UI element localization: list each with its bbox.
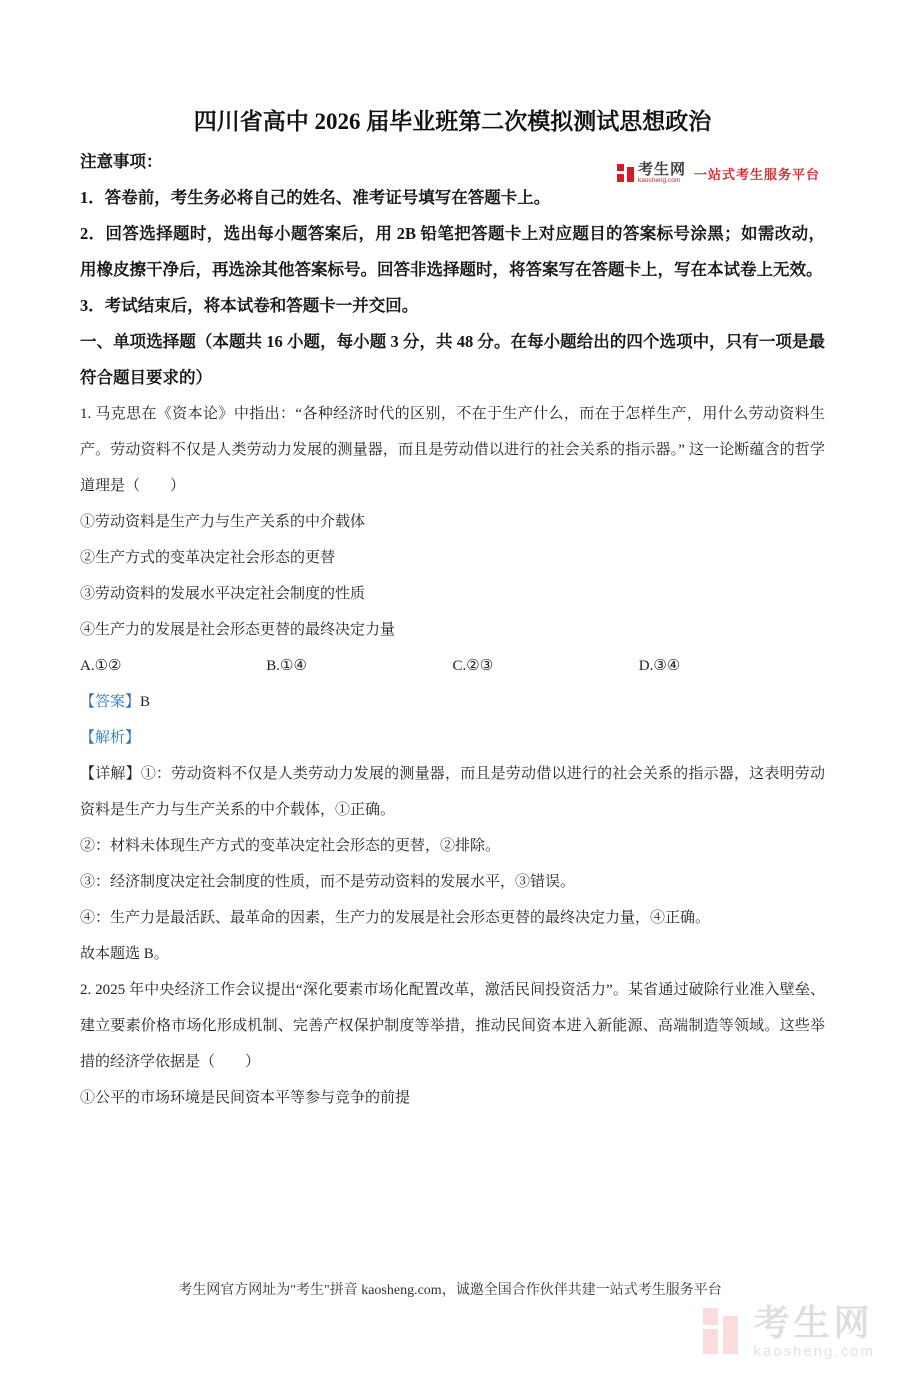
analysis-line [80,720,825,756]
detail-paragraph-4: ④：生产力是最活跃、最革命的因素，生产力的发展是社会形态更替的最终决定力量，④正确。 [80,910,711,926]
watermark-name: 考生网 [753,1302,874,1343]
detail-conclusion: 故本题选 B。 [80,946,169,962]
notice-item-3: 3．考试结束后，将本试卷和答题卡一并交回。 [80,296,419,315]
question-2-statement-1: ①公平的市场环境是民间资本平等参与竞争的前提 [80,1090,411,1106]
brand-name: 考生网 [637,161,686,178]
option-c: C.②③ [452,658,494,674]
question-1-statement-2: ②生产方式的变革决定社会形态的更替 [80,550,336,566]
notice-heading: 注意事项： [80,152,163,171]
kaosheng-watermark-icon [703,1308,741,1356]
answer-line [80,684,825,720]
kaosheng-logo-icon [617,164,635,182]
detail-paragraph-3: ③：经济制度决定社会制度的性质，而不是劳动资料的发展水平，③错误。 [80,874,576,890]
watermark-logo [703,1302,875,1360]
question-1-stem: 1. 马克思在《资本论》中指出：“各种经济时代的区别，不在于生产什么，而在于怎样生产，用什么劳动资料生产。劳动资料不仅是人类劳动力发展的测量器，而且是劳动借以进行的社会关系的指示器。” 这一论断蕴含的哲学道理是（ ） [80,406,825,494]
section-heading: 一、单项选择题（本题共 16 小题，每小题 3 分，共 48 分。在每小题给出的四个选项中，只有一项是最符合题目要求的） [80,332,825,387]
brand-logo [617,162,820,185]
watermark-domain: kaosheng.com [753,1343,875,1360]
notice-item-2: 2．回答选择题时，选出每小题答案后，用 2B 铅笔把答题卡上对应题目的答案标号涂黑；如需改动，用橡皮擦干净后，再选涂其他答案标号。回答非选择题时，将答案写在答题卡上，写在本试卷上无效。 [80,224,825,279]
page-title: 四川省高中 2026 届毕业班第二次模拟测试思想政治 [193,109,712,134]
option-d: D.③④ [638,658,681,674]
brand-tagline: 一站式考生服务平台 [693,166,820,182]
detail-label: 【详解】 [80,766,141,782]
footer-note: 考生网官方网址为"考生"拼音 kaosheng.com，诚邀全国合作伙伴共建一站式考生服务平台 [178,1283,722,1298]
analysis-label: 【解析】 [80,730,141,746]
question-1-statement-4: ④生产力的发展是社会形态更替的最终决定力量 [80,622,396,638]
option-b: B.①④ [266,658,307,674]
question-1-statement-1: ①劳动资料是生产力与生产关系的中介载体 [80,514,366,530]
brand-domain: kaosheng.com [637,177,681,184]
answer-label: 【答案】 [80,694,141,710]
question-1-options [80,648,825,684]
brand-text [638,162,686,185]
watermark-text [753,1302,875,1360]
detail-paragraph-1 [80,756,825,828]
detail-paragraph-2: ②：材料未体现生产方式的变革决定社会形态的更替，②排除。 [80,838,501,854]
question-2-stem: 2. 2025 年中央经济工作会议提出“深化要素市场化配置改革，激活民间投资活力”。某省通过破除行业准入壁垒、建立要素价格市场化形成机制、完善产权保护制度等举措，推动民间资本进入新能源、高端制造等领域。这些举措的经济学依据是（ ） [80,982,825,1070]
question-1-statement-3: ③劳动资料的发展水平决定社会制度的性质 [80,586,366,602]
option-a: A.①② [80,658,122,674]
answer-value: B [140,694,151,710]
notice-item-1: 1．答卷前，考生务必将自己的姓名、准考证号填写在答题卡上。 [80,188,551,207]
detail-text-1: ①：劳动资料不仅是人类劳动力发展的测量器，而且是劳动借以进行的社会关系的指示器，这表明劳动资料是生产力与生产关系的中介载体，①正确。 [80,766,825,818]
